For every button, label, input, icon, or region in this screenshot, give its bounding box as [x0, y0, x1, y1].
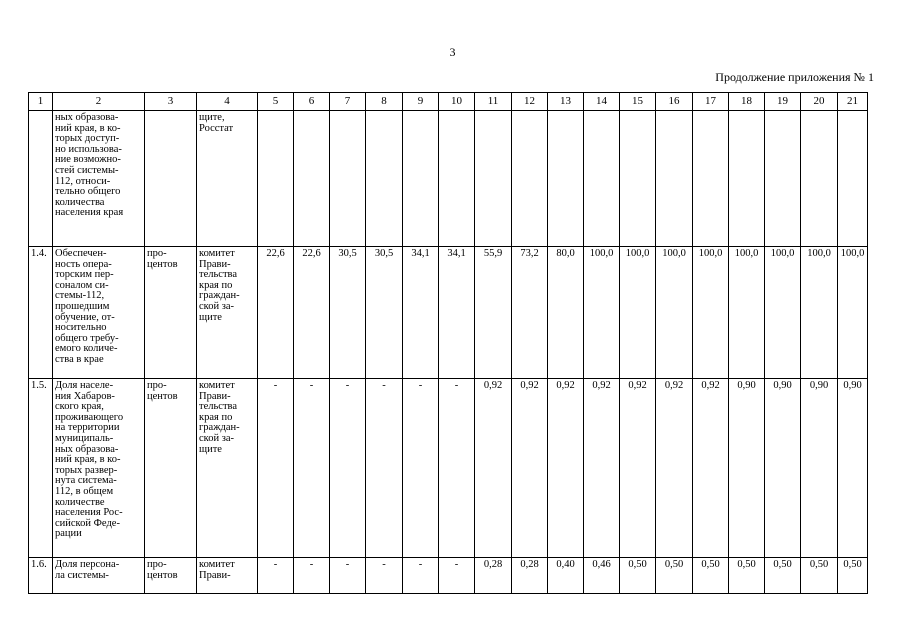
column-header: 9 [403, 93, 439, 111]
value-cell [693, 111, 729, 247]
indicator-name: Доля населе- ния Хабаров- ского края, проживающего на территории муниципаль- ных образова- ний края, в ко- торых развер- нута система- 112, в общем количестве населения Рос- сийской Феде- рации [53, 379, 145, 558]
value-cell: 22,6 [294, 247, 330, 379]
value-cell: - [403, 558, 439, 594]
value-cell: 0,90 [801, 379, 838, 558]
indicators-table [28, 92, 868, 594]
value-cell [330, 111, 366, 247]
value-cell [475, 111, 512, 247]
value-cell: 100,0 [620, 247, 656, 379]
column-header: 13 [548, 93, 584, 111]
value-cell: - [258, 558, 294, 594]
column-header: 7 [330, 93, 366, 111]
value-cell [258, 111, 294, 247]
unit-of-measure: про- центов [145, 379, 197, 558]
value-cell: - [294, 379, 330, 558]
column-header: 18 [729, 93, 765, 111]
column-header: 15 [620, 93, 656, 111]
unit-of-measure: про- центов [145, 558, 197, 594]
indicator-name: Обеспечен- ность опера- торским пер- соналом си- стемы-112, прошедшим обучение, от- носительно общего требу- емого количе- ства в крае [53, 247, 145, 379]
column-header: 14 [584, 93, 620, 111]
value-cell [801, 111, 838, 247]
column-header: 1 [29, 93, 53, 111]
value-cell: 0,90 [838, 379, 868, 558]
value-cell: 100,0 [729, 247, 765, 379]
value-cell: 100,0 [584, 247, 620, 379]
value-cell: 0,50 [729, 558, 765, 594]
value-cell: 0,40 [548, 558, 584, 594]
value-cell: - [366, 379, 403, 558]
value-cell: 0,92 [656, 379, 693, 558]
column-header: 20 [801, 93, 838, 111]
value-cell: 0,50 [620, 558, 656, 594]
column-header: 12 [512, 93, 548, 111]
column-header: 2 [53, 93, 145, 111]
value-cell: - [439, 379, 475, 558]
value-cell: 0,50 [838, 558, 868, 594]
table-row [29, 247, 868, 379]
value-cell: 0,50 [693, 558, 729, 594]
value-cell: - [330, 558, 366, 594]
value-cell: 0,28 [512, 558, 548, 594]
value-cell [620, 111, 656, 247]
value-cell: 55,9 [475, 247, 512, 379]
value-cell: - [330, 379, 366, 558]
row-number: 1.4. [29, 247, 53, 379]
value-cell: 0,50 [656, 558, 693, 594]
value-cell [729, 111, 765, 247]
column-header: 3 [145, 93, 197, 111]
value-cell: 0,92 [475, 379, 512, 558]
value-cell [765, 111, 801, 247]
value-cell: 22,6 [258, 247, 294, 379]
value-cell: 0,50 [765, 558, 801, 594]
column-header: 16 [656, 93, 693, 111]
value-cell: 100,0 [838, 247, 868, 379]
value-cell [512, 111, 548, 247]
value-cell: 100,0 [801, 247, 838, 379]
value-cell: 0,28 [475, 558, 512, 594]
indicator-name: Доля персона- ла системы- [53, 558, 145, 594]
value-cell: 80,0 [548, 247, 584, 379]
value-cell: 0,92 [693, 379, 729, 558]
value-cell: - [366, 558, 403, 594]
row-number: 1.5. [29, 379, 53, 558]
value-cell: - [403, 379, 439, 558]
value-cell [439, 111, 475, 247]
value-cell: 34,1 [439, 247, 475, 379]
value-cell [838, 111, 868, 247]
column-header: 5 [258, 93, 294, 111]
row-number: 1.6. [29, 558, 53, 594]
value-cell: 0,92 [584, 379, 620, 558]
table-row [29, 379, 868, 558]
table-header-row [29, 93, 868, 111]
row-number [29, 111, 53, 247]
column-header: 4 [197, 93, 258, 111]
value-cell: 100,0 [656, 247, 693, 379]
value-cell: - [258, 379, 294, 558]
unit-of-measure [145, 111, 197, 247]
value-cell [656, 111, 693, 247]
data-source: комитет Прави- тельства края по граждан- ской за- щите [197, 247, 258, 379]
value-cell: - [294, 558, 330, 594]
column-header: 8 [366, 93, 403, 111]
page-number: 3 [449, 45, 456, 59]
column-header: 19 [765, 93, 801, 111]
data-source: комитет Прави- [197, 558, 258, 594]
column-header: 6 [294, 93, 330, 111]
value-cell: 0,46 [584, 558, 620, 594]
value-cell: 34,1 [403, 247, 439, 379]
value-cell: 30,5 [366, 247, 403, 379]
value-cell [548, 111, 584, 247]
value-cell [294, 111, 330, 247]
table-row [29, 558, 868, 594]
data-source: комитет Прави- тельства края по граждан- ской за- щите [197, 379, 258, 558]
value-cell: 30,5 [330, 247, 366, 379]
value-cell: 100,0 [693, 247, 729, 379]
column-header: 21 [838, 93, 868, 111]
column-header: 10 [439, 93, 475, 111]
value-cell: 0,50 [801, 558, 838, 594]
value-cell: 0,90 [729, 379, 765, 558]
value-cell [584, 111, 620, 247]
column-header: 17 [693, 93, 729, 111]
value-cell: 73,2 [512, 247, 548, 379]
value-cell: 100,0 [765, 247, 801, 379]
table-row [29, 111, 868, 247]
column-header: 11 [475, 93, 512, 111]
value-cell: 0,92 [512, 379, 548, 558]
indicator-name: ных образова- ний края, в ко- торых доступ- но использова- ние возможно- стей системы- 112, относи- тельно общего количества населения края [53, 111, 145, 247]
unit-of-measure: про- центов [145, 247, 197, 379]
continuation-label: Продолжение приложения № 1 [715, 70, 874, 84]
value-cell: 0,92 [620, 379, 656, 558]
value-cell: 0,90 [765, 379, 801, 558]
value-cell [403, 111, 439, 247]
value-cell: - [439, 558, 475, 594]
data-source: щите, Росстат [197, 111, 258, 247]
value-cell [366, 111, 403, 247]
value-cell: 0,92 [548, 379, 584, 558]
